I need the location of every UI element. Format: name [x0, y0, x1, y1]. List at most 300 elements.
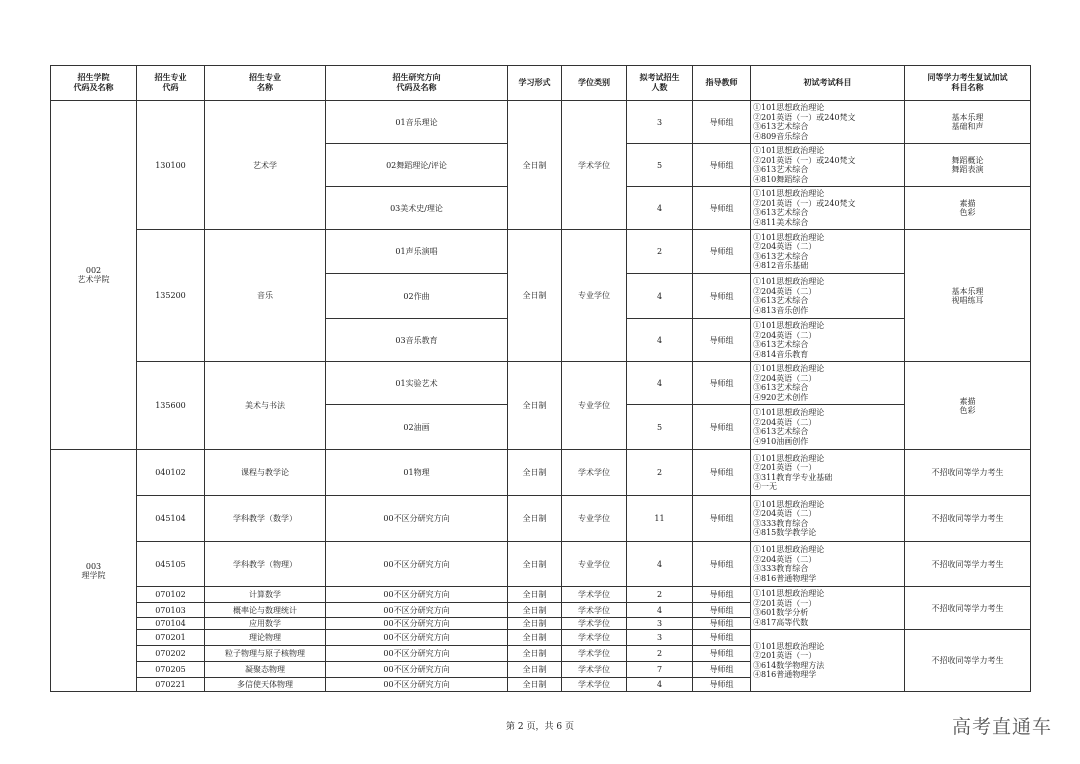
cell-text: ④812音乐基础 [753, 261, 809, 270]
cell-advisor [693, 587, 751, 603]
cell-major-name [205, 603, 326, 618]
cell-text: 导师组 [709, 590, 734, 599]
cell-exam [751, 187, 905, 230]
cell-advisor [693, 362, 751, 405]
cell-advisor [693, 542, 751, 587]
cell-text: 导师组 [709, 619, 734, 628]
cell-count [627, 646, 693, 662]
cell-text: ①101思想政治理论 [753, 364, 825, 373]
cell-text: 导师组 [709, 633, 734, 642]
cell-extra [905, 101, 1031, 144]
cell-text: 导师组 [709, 605, 734, 615]
cell-major-name [205, 587, 326, 603]
cell-text: 不招收同等学力考生 [931, 468, 1004, 477]
table-body [51, 101, 1031, 692]
cell-major-name [205, 496, 326, 542]
cell-direction [326, 319, 508, 362]
cell-extra [905, 187, 1031, 230]
cell-advisor [693, 101, 751, 144]
cell-text: 导师组 [709, 514, 734, 523]
table-row [51, 450, 1031, 496]
cell-text: 专业学位 [578, 401, 610, 410]
cell-text: 3 [656, 117, 663, 127]
cell-mode [508, 587, 562, 603]
cell-text: 003 [85, 561, 102, 571]
table-row [51, 362, 1031, 405]
cell-text: ①101思想政治理论 [753, 453, 825, 463]
cell-mode [508, 662, 562, 678]
watermark-logo: 高考直通车 [951, 716, 1052, 738]
cell-count [627, 496, 693, 542]
cell-count [627, 542, 693, 587]
cell-text: 2 [656, 468, 663, 477]
column-header [326, 66, 508, 101]
cell-text: 导师组 [709, 203, 734, 213]
cell-exam [751, 274, 905, 319]
cell-major-code [137, 603, 205, 618]
cell-count [627, 144, 693, 187]
cell-text: 135200 [155, 291, 186, 300]
column-header-text: 拟考试招生 [639, 73, 680, 82]
cell-text: 理论物理 [249, 633, 281, 642]
cell-text: 070201 [155, 633, 186, 642]
cell-degree [562, 542, 627, 587]
cell-text: 03音乐教育 [395, 335, 438, 345]
cell-college [51, 450, 137, 692]
cell-exam [751, 542, 905, 587]
cell-text: ①101思想政治理论 [753, 408, 825, 417]
cell-text: ③613艺术综合 [753, 165, 809, 174]
cell-text: ④811美术综合 [753, 217, 809, 227]
cell-text: 135600 [155, 401, 186, 410]
cell-text: ④810舞蹈综合 [753, 174, 809, 184]
cell-text: ③333教育综合 [753, 518, 809, 528]
cell-text: 01音乐理论 [395, 117, 438, 127]
cell-advisor [693, 603, 751, 618]
column-header-text: 人数 [651, 83, 668, 92]
cell-major-code [137, 662, 205, 678]
cell-advisor [693, 405, 751, 450]
cell-text: 7 [656, 665, 663, 674]
cell-text: ③311教育学专业基础 [753, 472, 833, 482]
column-header [751, 66, 905, 101]
cell-text: 舞蹈概论 [951, 156, 984, 165]
column-header-text: 招生研究方向 [392, 73, 441, 82]
cell-degree [562, 496, 627, 542]
cell-advisor [693, 630, 751, 646]
cell-text: 00不区分研究方向 [383, 559, 450, 569]
cell-text: 导师组 [709, 559, 734, 569]
cell-text: 3 [656, 619, 663, 628]
cell-advisor [693, 187, 751, 230]
cell-major-code [137, 618, 205, 630]
cell-text: 不招收同等学力考生 [931, 514, 1004, 523]
cell-direction [326, 496, 508, 542]
table-row [51, 542, 1031, 587]
cell-major-name [205, 450, 326, 496]
cell-text: 045104 [155, 514, 186, 523]
cell-degree [562, 662, 627, 678]
cell-text: ④814音乐教育 [753, 349, 809, 359]
cell-exam [751, 405, 905, 450]
cell-advisor [693, 618, 751, 630]
cell-major-code [137, 450, 205, 496]
cell-text: 00不区分研究方向 [383, 665, 450, 674]
cell-text: 5 [656, 160, 663, 170]
cell-extra [905, 230, 1031, 362]
cell-text: 4 [656, 378, 663, 388]
column-header-text: 名称 [257, 83, 273, 92]
cell-extra [905, 587, 1031, 630]
cell-text: 002 [85, 266, 102, 275]
cell-text: 不招收同等学力考生 [931, 656, 1004, 665]
cell-advisor [693, 678, 751, 692]
cell-text: 4 [656, 291, 663, 301]
cell-text: 2 [656, 247, 663, 256]
cell-exam [751, 230, 905, 274]
cell-mode [508, 678, 562, 692]
cell-text: 艺术学院 [77, 275, 110, 284]
cell-text: ④816普通物理学 [753, 670, 817, 679]
cell-text: 4 [656, 559, 663, 569]
cell-exam [751, 144, 905, 187]
cell-text: ①101思想政治理论 [753, 641, 825, 651]
cell-text: ②201英语（一）或240梵文 [753, 198, 856, 208]
cell-text: 学科教学（数学） [233, 514, 297, 523]
column-header [627, 66, 693, 101]
cell-text: ④816普通物理学 [753, 573, 817, 583]
cell-text: 导师组 [709, 335, 734, 345]
cell-text: 导师组 [709, 680, 734, 689]
cell-degree [562, 101, 627, 230]
cell-degree [562, 678, 627, 692]
cell-extra [905, 542, 1031, 587]
cell-text: 学术学位 [578, 680, 610, 689]
column-header [205, 66, 326, 101]
cell-text: 导师组 [709, 291, 734, 301]
cell-text: 全日制 [522, 649, 547, 658]
cell-text: 02作曲 [403, 291, 430, 301]
cell-text: 基础和声 [951, 122, 984, 131]
cell-text: 2 [656, 649, 663, 658]
cell-text: ③613艺术综合 [753, 122, 809, 131]
column-header [51, 66, 137, 101]
cell-text: 2 [656, 590, 663, 599]
cell-direction [326, 603, 508, 618]
column-header [905, 66, 1031, 101]
cell-text: 070103 [155, 605, 186, 615]
column-header-text: 代码 [162, 83, 179, 92]
cell-text: 070221 [155, 680, 186, 689]
cell-direction [326, 646, 508, 662]
cell-major-code [137, 362, 205, 450]
cell-text: ②201英语（一） [753, 598, 817, 608]
cell-text: ③613艺术综合 [753, 340, 809, 349]
cell-major-name [205, 678, 326, 692]
cell-count [627, 101, 693, 144]
column-header-text: 初试考试科目 [803, 78, 852, 87]
cell-text: ②201英语（一） [753, 651, 817, 660]
cell-text: 专业学位 [578, 559, 610, 569]
column-header-text: 学位类别 [578, 78, 610, 87]
cell-extra [905, 450, 1031, 496]
cell-text: ②204英语（二） [753, 509, 817, 518]
cell-count [627, 587, 693, 603]
column-header-text: 代码及名称 [396, 83, 437, 92]
column-header-text: 学习形式 [518, 78, 551, 87]
cell-text: 专业学位 [578, 291, 610, 300]
cell-text: 凝聚态物理 [245, 665, 285, 674]
cell-text: 02舞蹈理论/评论 [386, 160, 447, 170]
cell-text: 00不区分研究方向 [383, 649, 450, 658]
cell-direction [326, 144, 508, 187]
cell-advisor [693, 274, 751, 319]
cell-mode [508, 542, 562, 587]
column-header [693, 66, 751, 101]
cell-mode [508, 101, 562, 230]
cell-exam [751, 450, 905, 496]
cell-direction [326, 187, 508, 230]
cell-text: ①101思想政治理论 [753, 232, 825, 242]
table-row [51, 496, 1031, 542]
cell-text: 粒子物理与原子核物理 [225, 649, 305, 658]
cell-degree [562, 630, 627, 646]
cell-text: 00不区分研究方向 [383, 605, 450, 615]
cell-degree [562, 587, 627, 603]
cell-text: 全日制 [522, 590, 547, 599]
cell-text: 全日制 [522, 468, 547, 477]
table-row [51, 587, 1031, 603]
cell-text: 专业学位 [578, 514, 610, 523]
cell-text: 全日制 [522, 665, 547, 674]
cell-text: 导师组 [709, 665, 734, 674]
cell-text: 00不区分研究方向 [383, 514, 450, 523]
cell-text: ④817高等代数 [753, 617, 809, 627]
cell-count [627, 450, 693, 496]
cell-text: ②201英语（一） [753, 463, 817, 472]
cell-text: ②204英语（二） [753, 242, 817, 251]
cell-text: 学科教学（物理） [233, 559, 297, 569]
cell-text: 00不区分研究方向 [383, 633, 450, 642]
cell-text: 导师组 [709, 422, 734, 432]
cell-text: 艺术学 [253, 160, 277, 170]
column-header-text: 指导教师 [705, 78, 738, 87]
cell-text: ②204英语（二） [753, 417, 817, 427]
cell-major-code [137, 630, 205, 646]
cell-direction [326, 678, 508, 692]
cell-text: 理学院 [81, 570, 106, 580]
cell-extra [905, 362, 1031, 450]
cell-advisor [693, 144, 751, 187]
table-row [51, 230, 1031, 274]
cell-text: 导师组 [709, 247, 734, 256]
table-row [51, 630, 1031, 646]
cell-text: 素描 [959, 199, 976, 208]
cell-text: 全日制 [522, 514, 547, 523]
cell-direction [326, 405, 508, 450]
cell-text: 00不区分研究方向 [383, 680, 450, 689]
cell-advisor [693, 319, 751, 362]
column-header-text: 同等学力考生复试加试 [927, 73, 1008, 82]
cell-text: ④809音乐综合 [753, 131, 809, 141]
cell-college [51, 101, 137, 450]
cell-text: 070202 [155, 649, 186, 658]
cell-text: ④815数学教学论 [753, 528, 817, 537]
cell-mode [508, 630, 562, 646]
cell-mode [508, 646, 562, 662]
cell-major-code [137, 646, 205, 662]
cell-text: 色彩 [959, 405, 976, 415]
cell-direction [326, 662, 508, 678]
cell-text: ④920艺术创作 [753, 392, 809, 402]
cell-exam [751, 362, 905, 405]
cell-extra [905, 630, 1031, 692]
cell-text: ②204英语（二） [753, 286, 817, 296]
cell-count [627, 630, 693, 646]
cell-text: 045105 [155, 559, 186, 569]
cell-text: 全日制 [522, 633, 547, 642]
cell-text: 多信使天体物理 [237, 680, 293, 689]
cell-major-code [137, 230, 205, 362]
cell-count [627, 678, 693, 692]
cell-text: 040102 [155, 468, 186, 477]
cell-exam [751, 587, 905, 630]
cell-text: ③613艺术综合 [753, 208, 809, 217]
cell-text: 学术学位 [578, 633, 610, 642]
cell-text: ②204英语（二） [753, 330, 817, 340]
cell-major-name [205, 662, 326, 678]
cell-text: 03美术史/理论 [390, 203, 443, 213]
cell-text: 导师组 [709, 378, 734, 388]
cell-text: 4 [656, 203, 663, 213]
cell-exam [751, 101, 905, 144]
cell-text: 不招收同等学力考生 [931, 603, 1004, 613]
cell-count [627, 274, 693, 319]
column-header-text: 招生学院 [77, 73, 110, 82]
cell-text: 课程与教学论 [241, 468, 289, 477]
cell-text: 00不区分研究方向 [383, 590, 450, 599]
cell-text: 全日制 [522, 291, 547, 300]
cell-degree [562, 362, 627, 450]
cell-text: 00不区分研究方向 [383, 619, 450, 628]
cell-text: 导师组 [709, 649, 734, 658]
cell-text: 070205 [155, 665, 186, 674]
cell-count [627, 319, 693, 362]
cell-degree [562, 603, 627, 618]
cell-text: ③613艺术综合 [753, 383, 809, 392]
cell-text: ①101思想政治理论 [753, 589, 825, 598]
cell-text: 全日制 [522, 559, 547, 569]
cell-text: 070104 [155, 619, 186, 628]
cell-text: ②204英语（二） [753, 554, 817, 564]
cell-major-name [205, 230, 326, 362]
cell-text: ①101思想政治理论 [753, 146, 825, 155]
cell-degree [562, 646, 627, 662]
cell-text: 概率论与数理统计 [233, 605, 297, 615]
cell-major-name [205, 618, 326, 630]
header-row [51, 66, 1031, 101]
cell-text: 01声乐演唱 [395, 247, 438, 256]
cell-mode [508, 362, 562, 450]
cell-major-code [137, 542, 205, 587]
cell-text: ①101思想政治理论 [753, 189, 825, 198]
cell-text: 全日制 [522, 160, 547, 170]
cell-major-code [137, 496, 205, 542]
cell-direction [326, 274, 508, 319]
cell-text: ③613艺术综合 [753, 251, 809, 261]
cell-text: 070102 [155, 590, 186, 599]
column-header-text: 代码及名称 [73, 83, 114, 92]
cell-text: 4 [656, 605, 663, 615]
cell-text: 美术与书法 [245, 401, 285, 410]
cell-text: ④一无 [753, 482, 777, 491]
cell-text: ④813音乐创作 [753, 305, 809, 315]
cell-direction [326, 362, 508, 405]
cell-text: 4 [656, 680, 663, 689]
cell-major-name [205, 101, 326, 230]
cell-text: ①101思想政治理论 [753, 499, 825, 509]
cell-direction [326, 587, 508, 603]
cell-text: 导师组 [709, 117, 734, 127]
cell-mode [508, 450, 562, 496]
cell-degree [562, 230, 627, 362]
cell-advisor [693, 662, 751, 678]
cell-extra [905, 144, 1031, 187]
cell-text: 01实验艺术 [395, 378, 438, 388]
page-footer: 第 2 页，共 6 页 [506, 722, 574, 732]
cell-count [627, 405, 693, 450]
cell-direction [326, 542, 508, 587]
column-header-text: 招生专业 [154, 73, 187, 82]
cell-text: ①101思想政治理论 [753, 277, 825, 286]
cell-mode [508, 618, 562, 630]
cell-text: ③613艺术综合 [753, 296, 809, 305]
column-header [562, 66, 627, 101]
cell-text: 11 [654, 514, 665, 523]
cell-count [627, 662, 693, 678]
cell-text: 应用数学 [249, 619, 281, 628]
cell-text: 全日制 [522, 401, 547, 410]
cell-count [627, 618, 693, 630]
column-header-text: 招生专业 [249, 73, 281, 82]
cell-text: ②201英语（一）或240梵文 [753, 155, 856, 165]
cell-text: 全日制 [522, 605, 547, 615]
cell-text: 01物理 [403, 468, 430, 477]
cell-advisor [693, 230, 751, 274]
cell-text: ①101思想政治理论 [753, 545, 825, 554]
cell-mode [508, 496, 562, 542]
cell-exam [751, 496, 905, 542]
cell-text: 基本乐理 [951, 113, 984, 122]
column-header [137, 66, 205, 101]
cell-text: 基本乐理 [951, 286, 984, 296]
cell-text: 全日制 [522, 619, 547, 628]
cell-direction [326, 450, 508, 496]
cell-direction [326, 230, 508, 274]
cell-text: 计算数学 [249, 590, 281, 599]
cell-text: ③614数学物理方法 [753, 660, 825, 670]
cell-text: 素描 [959, 396, 976, 406]
cell-text: 学术学位 [578, 665, 610, 674]
cell-count [627, 362, 693, 405]
cell-major-name [205, 542, 326, 587]
cell-text: 学术学位 [578, 160, 610, 170]
cell-text: ③613艺术综合 [753, 427, 809, 436]
cell-text: ①101思想政治理论 [753, 321, 825, 330]
cell-text: 02油画 [403, 422, 430, 432]
cell-major-name [205, 630, 326, 646]
cell-text: 130100 [155, 160, 186, 170]
